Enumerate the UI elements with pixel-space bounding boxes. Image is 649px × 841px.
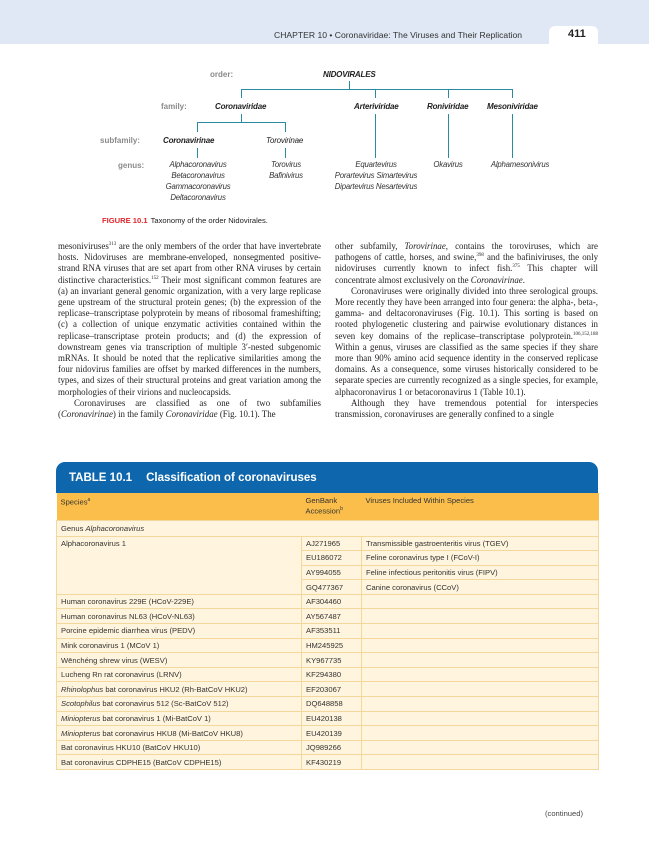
connector — [197, 122, 198, 132]
viruses-cell — [362, 653, 599, 668]
accession-cell: HM245925 — [302, 638, 362, 653]
family-branch-line — [241, 89, 513, 90]
viruses-cell — [362, 682, 599, 697]
genus-alphamesonivirus: Alphamesonivirus — [490, 160, 550, 169]
family-arteriviridae: Arteriviridae — [354, 102, 399, 111]
table-row — [57, 711, 599, 726]
body-text-right-column — [335, 241, 598, 420]
paragraph: Although they have tremendous potential for interspecies transmission, coronaviruses are generally confined to a single — [335, 397, 598, 420]
accession-cell: AF304460 — [302, 594, 362, 609]
species-name: Mink coronavirus 1 (MCoV 1) — [61, 640, 160, 650]
table-continued-label: (continued) — [545, 809, 583, 818]
paragraph: Coronaviruses were originally divided into three serological groups. More recently they have been arranged into four genera: the alpha-, beta-, gamma- and deltacoronaviruses (Fig. 10.1). This sorting is based on rooted phylogenetic clustering and pairwise evolutionary distances in seven key domains of the replicase–transcriptase polyprotein.$^{106,152,188}$ Within a genus, viruses are classified as the same species if they share more than 90% amino acid sequence identity in the conserved replicase domains. As a consequence, some viruses historically considered to be separate species are currently recognized as a single species, for example, alphacoronavirus 1 or betacoronavirus 1 (Table 10.1). — [335, 285, 598, 397]
viruses-cell: Transmissible gastroenteritis virus (TGEV) — [362, 536, 599, 551]
connector — [197, 148, 198, 158]
chapter-title: CHAPTER 10 • Coronaviridae: The Viruses and Their Replication — [274, 30, 523, 40]
accession-cell: EU420139 — [302, 726, 362, 741]
order-nidovirales: NIDOVIRALES — [323, 70, 376, 79]
species-cell — [57, 653, 302, 668]
connector — [241, 89, 242, 98]
genera-roniviridae — [430, 159, 466, 170]
genus-okavirus: Okavirus — [433, 160, 463, 169]
viruses-cell — [362, 697, 599, 712]
footnote-marker: a — [87, 497, 91, 503]
species-name: bat coronavirus 512 (Sc-BatCoV 512) — [100, 699, 229, 709]
accession-cell: AY994055 — [302, 565, 362, 580]
connector — [512, 114, 513, 158]
species-cell — [57, 594, 302, 609]
body-text-left-column — [58, 241, 321, 420]
viruses-cell — [362, 594, 599, 609]
accession-cell: KY967735 — [302, 653, 362, 668]
figure-caption-text: Taxonomy of the order Nidovirales. — [150, 216, 268, 225]
viruses-cell: Feline coronavirus type I (FCoV-I) — [362, 551, 599, 566]
species-genus-italic: Miniopterus — [61, 713, 101, 723]
species-cell — [57, 609, 302, 624]
table-row — [57, 667, 599, 682]
viruses-cell — [362, 667, 599, 682]
genus-equartevirus: Equartevirus — [355, 160, 397, 169]
species-cell — [57, 740, 302, 755]
genus-gammacoronavirus: Gammacoronavirus — [165, 182, 231, 191]
genus-cell — [57, 520, 599, 536]
connector — [512, 89, 513, 98]
family-mesoniviridae: Mesoniviridae — [487, 102, 538, 111]
genus-prefix: Genus — [61, 523, 86, 533]
family-roniviridae: Roniviridae — [427, 102, 469, 111]
accession-cell: EU420138 — [302, 711, 362, 726]
species-name: bat coronavirus 1 (Mi-BatCoV 1) — [100, 713, 211, 723]
table-title: Classification of coronaviruses — [146, 471, 317, 484]
footnote-marker: b — [340, 506, 343, 512]
viruses-cell — [362, 711, 599, 726]
connector — [285, 148, 286, 158]
order-label: order: — [210, 70, 234, 79]
table-body — [56, 493, 599, 770]
paragraph: Coronaviruses are classified as one of two subfamilies (Coronavirinae) in the family Coronaviridae (Fig. 10.1). The — [58, 397, 321, 420]
connector — [285, 122, 286, 132]
subfamily-torovirinae: Torovirinae — [266, 136, 304, 145]
species-name: Bat coronavirus HKU10 (BatCoV HKU10) — [61, 743, 201, 753]
species-genus-italic: Rhinolophus — [61, 684, 104, 694]
table-row — [57, 697, 599, 712]
subfamily-coronavirinae: Coronavirinae — [163, 136, 215, 145]
species-name: Alphacoronavirus 1 — [61, 538, 127, 548]
species-name: Human coronavirus NL63 (HCoV-NL63) — [61, 611, 195, 621]
classification-table — [56, 462, 598, 770]
connector — [448, 89, 449, 98]
species-cell — [57, 711, 302, 726]
accession-cell: GQ477367 — [302, 580, 362, 595]
species-genus-italic: Scotophilus — [61, 699, 101, 709]
table-title-bar — [56, 462, 598, 493]
species-cell — [57, 755, 302, 770]
accession-cell: DQ648858 — [302, 697, 362, 712]
accession-cell: KF294380 — [302, 667, 362, 682]
table-row — [57, 755, 599, 770]
viruses-cell — [362, 609, 599, 624]
species-cell — [57, 697, 302, 712]
genus-torovirus: Torovirus — [271, 160, 301, 169]
table-row — [57, 726, 599, 741]
accession-cell: KF430219 — [302, 755, 362, 770]
species-cell — [57, 667, 302, 682]
species-cell — [57, 536, 302, 594]
genus-label: genus: — [118, 161, 145, 170]
table-row — [57, 624, 599, 639]
accession-cell: AF353511 — [302, 624, 362, 639]
genus-bafinivirus: Bafinivirus — [269, 171, 303, 180]
figure-caption-label: FIGURE 10.1 — [102, 216, 148, 225]
family-coronaviridae: Coronaviridae — [215, 102, 267, 111]
table-number: TABLE 10.1 — [69, 471, 133, 484]
subfamily-branch-line — [197, 122, 286, 123]
species-name: bat coronavirus HKU2 (Rh-BatCoV HKU2) — [103, 684, 248, 694]
table-row — [57, 594, 599, 609]
table-row — [57, 653, 599, 668]
species-name: Human coronavirus 229E (HCoV-229E) — [61, 597, 194, 607]
family-label: family: — [161, 102, 187, 111]
accession-cell: AJ271965 — [302, 536, 362, 551]
species-name: bat coronavirus HKU8 (Mi-BatCoV HKU8) — [100, 728, 243, 738]
genus-name: Alphacoronavirus — [85, 523, 145, 533]
viruses-cell — [362, 740, 599, 755]
table-row — [57, 638, 599, 653]
genus-betacoronavirus: Betacoronavirus — [171, 171, 225, 180]
connector — [241, 114, 242, 122]
column-header-label: Viruses Included Within Species — [365, 496, 474, 505]
genera-coronavirinae — [158, 159, 238, 203]
species-cell — [57, 624, 302, 639]
species-cell — [57, 638, 302, 653]
paragraph: other subfamily, Torovirinae, contains the toroviruses, which are pathogens of cattle, horses, and swine,$^{398}$ and the bafiniviruses, the only nidoviruses currently known to infect fish.$^{375}$ This chapter will concentrate almost exclusively on the Coronavirinae. — [335, 241, 599, 285]
column-header-label: Species — [60, 497, 88, 507]
column-header-accession — [302, 493, 362, 520]
viruses-cell: Feline infectious peritonitis virus (FIPV) — [362, 565, 599, 580]
species-name: Wēnchéng shrew virus (WESV) — [61, 655, 168, 665]
accession-cell: EU186072 — [302, 551, 362, 566]
figure-caption — [102, 216, 268, 225]
table-row — [57, 682, 599, 697]
column-header-species — [57, 493, 302, 520]
table-row — [57, 609, 599, 624]
connector — [375, 89, 376, 98]
viruses-cell — [362, 624, 599, 639]
accession-cell: JQ989266 — [302, 740, 362, 755]
genera-torovirinae — [260, 159, 312, 181]
genus-row — [57, 520, 599, 536]
species-genus-italic: Miniopterus — [61, 728, 101, 738]
species-name: Bat coronavirus CDPHE15 (BatCoV CDPHE15) — [61, 757, 222, 767]
viruses-cell: Canine coronavirus (CCoV) — [362, 580, 599, 595]
genus-deltacoronavirus: Deltacoronavirus — [170, 193, 226, 202]
genera-arteriviridae — [328, 159, 424, 192]
viruses-cell — [362, 726, 599, 741]
accession-cell: EF203067 — [302, 682, 362, 697]
table-row — [57, 740, 599, 755]
species-cell — [57, 726, 302, 741]
species-name: Porcine epidemic diarrhea virus (PEDV) — [61, 626, 196, 636]
species-name: Lucheng Rn rat coronavirus (LRNV) — [61, 670, 182, 680]
genera-mesoniviridae — [484, 159, 556, 170]
table-header-row — [57, 493, 599, 520]
viruses-cell — [362, 638, 599, 653]
table-row — [57, 536, 599, 551]
taxonomy-figure — [0, 60, 649, 230]
paragraph: mesoniviruses$^{313}$ are the only members of the order that have invertebrate hosts. Nidoviruses are membrane-enveloped, nonsegmented positive-strand RNA viruses that are set apart from other RNA viruses by certain distinctive characteristics.$^{152}$ Their most significant common features are (a) an invariant general genomic organization, with a very large replicase gene upstream of the structural protein genes; (b) the expression of the replicase–transcriptase polyprotein by means of ribosomal frameshifting; (c) a collection of unique enzymatic activities contained within the replicase–transcriptase protein products; and (d) the expression of downstream genes via transcription of multiple 3′-nested subgenomic mRNAs. It should be noted that the replicative similarities among the four nidovirus families are offset by marked differences in the numbers, types, and sizes of their structural proteins and great variation among the morphologies of their virions and nucleocapsids. — [58, 241, 321, 397]
accession-cell: AY567487 — [302, 609, 362, 624]
page-number: 411 — [568, 28, 586, 40]
order-connector — [349, 81, 350, 89]
genus-alphacoronavirus: Alphacoronavirus — [169, 160, 227, 169]
subfamily-label: subfamily: — [100, 136, 141, 145]
viruses-cell — [362, 755, 599, 770]
column-header-label: GenBank Accession — [305, 496, 341, 516]
species-cell — [57, 682, 302, 697]
connector — [448, 114, 449, 158]
genus-dipartevirus-nesartevirus: Dipartevirus Nesartevirus — [334, 182, 418, 191]
genus-porartevirus-simartevirus: Porartevirus Simartevirus — [334, 171, 418, 180]
column-header-viruses — [362, 493, 599, 520]
connector — [375, 114, 376, 158]
